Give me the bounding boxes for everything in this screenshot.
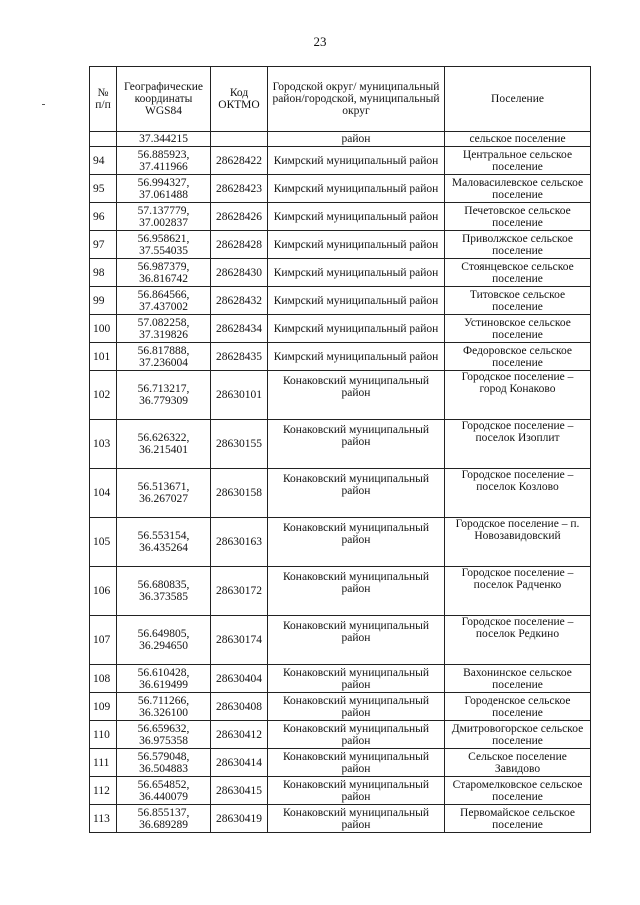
cell-district: Конаковский муниципальный район [268,518,445,567]
cell-settlement: Приволжское сельское поселение [445,231,591,259]
cell-district: Конаковский муниципальный район [268,616,445,665]
table-row [90,805,591,833]
cell-coords: 56.711266, 36.326100 [117,693,211,721]
cell-coords: 56.626322, 36.215401 [117,420,211,469]
cell-code: 28628422 [211,147,268,175]
table-row [90,147,591,175]
table-row [90,343,591,371]
cell-coords: 56.654852, 36.440079 [117,777,211,805]
cell-district: Конаковский муниципальный район [268,420,445,469]
cell-settlement: Старомелковское сельское поселение [445,777,591,805]
cell-coords: 56.713217, 36.779309 [117,371,211,420]
cell-code: 28630414 [211,749,268,777]
cell-coords: 57.137779, 37.002837 [117,203,211,231]
cell-num: 106 [90,567,117,616]
table-row [90,175,591,203]
cell-settlement: Городское поселение – п. Новозавидовский [445,518,591,567]
table-row [90,315,591,343]
cell-num: 100 [90,315,117,343]
table-row [90,665,591,693]
cell-coords: 56.659632, 36.975358 [117,721,211,749]
cell-district: район [268,132,445,147]
cell-coords: 56.513671, 36.267027 [117,469,211,518]
cell-code: 28628432 [211,287,268,315]
cell-district: Кимрский муниципальный район [268,231,445,259]
cell-district: Кимрский муниципальный район [268,203,445,231]
cell-settlement: Титовское сельское поселение [445,287,591,315]
cell-coords: 57.082258, 37.319826 [117,315,211,343]
cell-num: 108 [90,665,117,693]
cell-district: Конаковский муниципальный район [268,567,445,616]
cell-coords: 56.855137, 36.689289 [117,805,211,833]
cell-coords: 56.579048, 36.504883 [117,749,211,777]
margin-mark [42,104,45,105]
header-coords: Географические координаты WGS84 [117,67,211,132]
cell-code: 28630172 [211,567,268,616]
table-row [90,693,591,721]
cell-settlement: Центральное сельское поселение [445,147,591,175]
cell-code: 28630419 [211,805,268,833]
cell-code: 28630158 [211,469,268,518]
cell-settlement: Городенское сельское поселение [445,693,591,721]
cell-code: 28630163 [211,518,268,567]
cell-num [90,132,117,147]
cell-code [211,132,268,147]
cell-settlement: Первомайское сельское поселение [445,805,591,833]
table-row [90,231,591,259]
continuation-row [90,132,591,147]
cell-settlement: Городское поселение – поселок Редкино [445,616,591,665]
cell-coords: 56.987379, 36.816742 [117,259,211,287]
header-num: № п/п [90,67,117,132]
cell-num: 109 [90,693,117,721]
cell-district: Конаковский муниципальный район [268,721,445,749]
header-settlement: Поселение [445,67,591,132]
cell-coords: 56.649805, 36.294650 [117,616,211,665]
cell-district: Конаковский муниципальный район [268,665,445,693]
cell-code: 28630408 [211,693,268,721]
settlements-table [89,66,591,833]
table-row [90,567,591,616]
table-row [90,469,591,518]
cell-district: Конаковский муниципальный район [268,805,445,833]
cell-district: Кимрский муниципальный район [268,259,445,287]
cell-settlement: Городское поселение – поселок Радченко [445,567,591,616]
cell-district: Кимрский муниципальный район [268,175,445,203]
cell-num: 102 [90,371,117,420]
cell-settlement: Городское поселение – поселок Козлово [445,469,591,518]
header-district: Городской округ/ муниципальный район/городской, муниципальный округ [268,67,445,132]
table-row [90,203,591,231]
cell-code: 28628430 [211,259,268,287]
cell-num: 111 [90,749,117,777]
cell-code: 28630155 [211,420,268,469]
cell-district: Конаковский муниципальный район [268,749,445,777]
cell-num: 110 [90,721,117,749]
cell-district: Кимрский муниципальный район [268,287,445,315]
cell-settlement: Федоровское сельское поселение [445,343,591,371]
cell-code: 28628434 [211,315,268,343]
cell-code: 28630101 [211,371,268,420]
cell-settlement: Городское поселение – город Конаково [445,371,591,420]
cell-code: 28628428 [211,231,268,259]
cell-settlement: Вахонинское сельское поселение [445,665,591,693]
cell-coords: 56.817888, 37.236004 [117,343,211,371]
cell-num: 94 [90,147,117,175]
cell-num: 105 [90,518,117,567]
cell-settlement: Стоянцевское сельское поселение [445,259,591,287]
cell-num: 95 [90,175,117,203]
cell-district: Конаковский муниципальный район [268,371,445,420]
cell-num: 98 [90,259,117,287]
cell-coords: 56.958621, 37.554035 [117,231,211,259]
table-row [90,721,591,749]
cell-district: Конаковский муниципальный район [268,469,445,518]
cell-settlement: Дмитровогорское сельское поселение [445,721,591,749]
cell-code: 28630415 [211,777,268,805]
cell-settlement: Городское поселение – поселок Изоплит [445,420,591,469]
table-header-row [90,67,591,132]
table-row [90,259,591,287]
cell-district: Кимрский муниципальный район [268,343,445,371]
cell-district: Конаковский муниципальный район [268,693,445,721]
table-row [90,777,591,805]
cell-num: 104 [90,469,117,518]
cell-settlement: сельское поселение [445,132,591,147]
cell-settlement: Печетовское сельское поселение [445,203,591,231]
cell-num: 103 [90,420,117,469]
cell-code: 28630404 [211,665,268,693]
table-row [90,518,591,567]
cell-code: 28630412 [211,721,268,749]
cell-district: Кимрский муниципальный район [268,315,445,343]
cell-num: 96 [90,203,117,231]
table-row [90,371,591,420]
page-number: 23 [313,34,327,49]
cell-num: 97 [90,231,117,259]
cell-num: 112 [90,777,117,805]
cell-coords: 56.885923, 37.411966 [117,147,211,175]
cell-num: 113 [90,805,117,833]
cell-num: 99 [90,287,117,315]
cell-code: 28628426 [211,203,268,231]
table-row [90,420,591,469]
cell-coords: 37.344215 [117,132,211,147]
cell-coords: 56.610428, 36.619499 [117,665,211,693]
table-row [90,287,591,315]
cell-num: 101 [90,343,117,371]
cell-coords: 56.553154, 36.435264 [117,518,211,567]
cell-code: 28628423 [211,175,268,203]
cell-coords: 56.680835, 36.373585 [117,567,211,616]
cell-coords: 56.994327, 37.061488 [117,175,211,203]
cell-coords: 56.864566, 37.437002 [117,287,211,315]
cell-settlement: Устиновское сельское поселение [445,315,591,343]
cell-district: Кимрский муниципальный район [268,147,445,175]
cell-code: 28628435 [211,343,268,371]
cell-settlement: Сельское поселение Завидово [445,749,591,777]
cell-district: Конаковский муниципальный район [268,777,445,805]
cell-code: 28630174 [211,616,268,665]
cell-settlement: Маловасилевское сельское поселение [445,175,591,203]
table-row [90,616,591,665]
cell-num: 107 [90,616,117,665]
header-code: Код ОКТМО [211,67,268,132]
table-row [90,749,591,777]
